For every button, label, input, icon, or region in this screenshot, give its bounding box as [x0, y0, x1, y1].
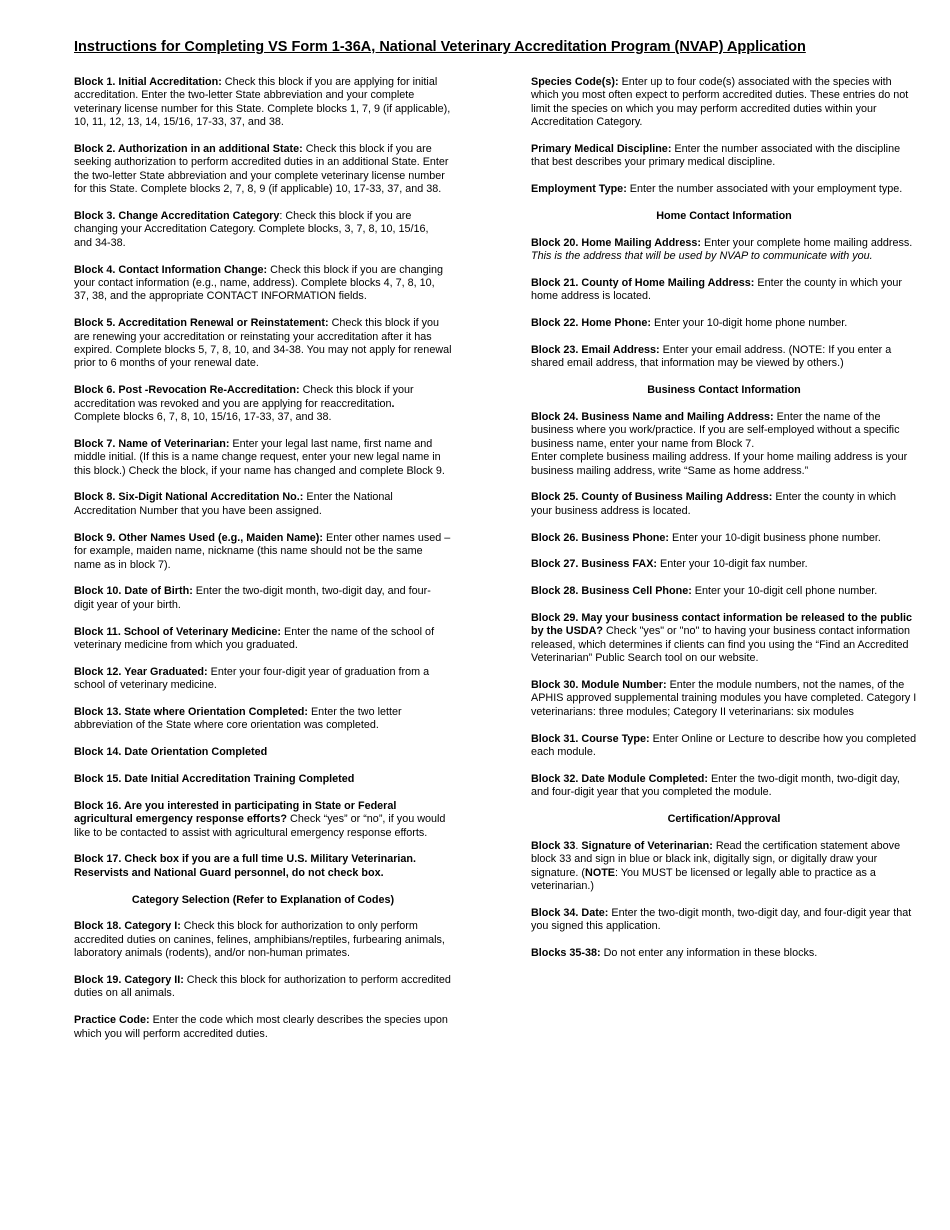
block-23: Block 23. Email Address: Enter your email address. (NOTE: If you enter a shared email address, that information may be viewed by others.) [531, 344, 892, 370]
block-20: Block 20. Home Mailing Address: Enter your complete home mailing address. This is the address that will be used by NVAP to communicate with you. [531, 236, 913, 263]
block-18: Block 18. Category I: Check this block for authorization to only perform accredited duties on canines, felines, amphibians/reptiles, furbearing animals, laboratory animals (rodents), and/or non-human primates. [74, 920, 445, 960]
block-27: Block 27. Business FAX: Enter your 10-digit fax number. [531, 558, 808, 571]
block-31: Block 31. Course Type: Enter Online or Lecture to describe how you completed each module. [531, 732, 917, 759]
category-selection-heading: Category Selection (Refer to Explanation of Codes) [131, 893, 395, 906]
home-contact-heading: Home Contact Information [656, 210, 792, 223]
block-1: Block 1. Initial Accreditation: Check this block if you are applying for initial accreditation. Enter the two-letter State abbreviation and your complete veterinary license number for this State. Complete blocks 1, 7, 9 (if applicable), 10, 11, 12, 13, 14, 15/16, 17-33, 37, and 38. [74, 76, 451, 129]
block-10: Block 10. Date of Birth: Enter the two-digit month, two-digit day, and four- digit year of your birth. [74, 585, 431, 611]
block-14: Block 14. Date Orientation Completed [74, 746, 268, 759]
block-16: Block 16. Are you interested in participating in State or Federal agricultural emergency response efforts? Check “yes” or “no”, if you would like to be contacted to assist with agricultural emergency response efforts. [74, 799, 446, 839]
block-11: Block 11. School of Veterinary Medicine: Enter the name of the school of veterinary medicine from which you graduated. [74, 625, 435, 651]
block-21: Block 21. County of Home Mailing Address: Enter the county in which your home address is located. [531, 277, 903, 303]
block-9: Block 9. Other Names Used (e.g., Maiden Name): Enter other names used – for example, maiden name, nickname (this name should not be the same name as in block 7). [74, 531, 451, 571]
certification-heading: Certification/Approval [667, 813, 781, 826]
block-25: Block 25. County of Business Mailing Address: Enter the county in which your business address is located. [531, 491, 897, 517]
block-13: Block 13. State where Orientation Completed: Enter the two letter abbreviation of the State where core orientation was completed. [74, 705, 402, 732]
species-codes: Species Code(s): Enter up to four code(s) associated with the species with which you most often expect to perform accredited duties. These entries do not limit the species on which you may perform accredited duties within your Accreditation Category. [531, 76, 909, 129]
blocks-35-38: Blocks 35-38: Do not enter any information in these blocks. [531, 947, 818, 960]
business-contact-heading: Business Contact Information [647, 384, 801, 397]
block-28: Block 28. Business Cell Phone: Enter your 10-digit cell phone number. [531, 585, 878, 598]
block-2: Block 2. Authorization in an additional State: Check this block if you are seeking authorization to perform accredited duties in an additional State. Enter the two-letter State abbreviation and your complete veterinary license number for this State. Complete blocks 2, 7, 8, 9 (if applicable) 10, 17-33, 37, and 38. [74, 143, 449, 196]
block-32: Block 32. Date Module Completed: Enter the two-digit month, two-digit day, and four-digit year that you completed the module. [531, 772, 900, 799]
block-12: Block 12. Year Graduated: Enter your four-digit year of graduation from a school of veterinary medicine. [74, 665, 430, 692]
block-5: Block 5. Accreditation Renewal or Reinstatement: Check this block if you are renewing your accreditation or reinstating your accreditation after it has expired. Complete blocks 5, 7, 8, 10, and 34-38. You may not apply for renewal prior to 6 months of your renewal date. [74, 317, 452, 370]
block-3: Block 3. Change Accreditation Category: Check this block if you are changing your Accreditation Category. Complete blocks, 3, 7, 8, 10, 15/16, and 34-38. [74, 210, 429, 249]
block-30: Block 30. Module Number: Enter the module numbers, not the names, of the APHIS approved supplemental training modules you have completed. Category I veterinarians: three modules; Category II veterinarians: six modules [531, 679, 917, 718]
practice-code: Practice Code: Enter the code which most clearly describes the species upon which you will perform accredited duties. [74, 1014, 448, 1040]
right-column [531, 76, 917, 974]
block-6: Block 6. Post -Revocation Re-Accreditation: Check this block if your accreditation was revoked and you are applying for reaccreditation. Complete blocks 6, 7, 8, 10, 15/16, 17-33, 37, and 38. [74, 384, 414, 424]
block-29: Block 29. May your business contact information be released to the public by the USDA? Check "yes" or "no" to having your business contact information released, which determines if clients can find you using the “Find an Accredited Veterinarian” Public Search tool on our website. [531, 612, 912, 665]
block-33: Block 33. Signature of Veterinarian: Read the certification statement above block 33 and sign in blue or black ink, digitally sign, or digitally draw your signature. (NOTE: You MUST be licensed or legally able to practice as a veterinarian.) [531, 839, 901, 893]
block-24: Block 24. Business Name and Mailing Address: Enter the name of the business where you work/practice. If you are self-employed without a specific business name, enter your name from Block 7. Enter complete business mailing address. If your home mailing address is your business mailing address, write “Same as home address.” [531, 411, 908, 477]
block-4: Block 4. Contact Information Change: Check this block if you are changing your contact information (e.g., name, address). Complete blocks 4, 7, 8, 10, 37, 38, and the appropriate CONTACT INFORMATION fields. [74, 263, 444, 303]
employment-type: Employment Type: Enter the number associated with your employment type. [531, 183, 903, 196]
block-17: Block 17. Check box if you are a full time U.S. Military Veterinarian. Reservists and National Guard personnel, do not check box. [74, 853, 417, 879]
block-26: Block 26. Business Phone: Enter your 10-digit business phone number. [531, 531, 881, 544]
block-34: Block 34. Date: Enter the two-digit month, two-digit day, and four-digit year that you signed this application. [531, 906, 912, 933]
primary-medical-discipline: Primary Medical Discipline: Enter the number associated with the discipline that best describes your primary medical discipline. [531, 143, 901, 169]
block-8: Block 8. Six-Digit National Accreditation No.: Enter the National Accreditation Number that you have been assigned. [74, 491, 393, 517]
block-15: Block 15. Date Initial Accreditation Training Completed [74, 772, 355, 785]
block-19: Block 19. Category II: Check this block for authorization to perform accredited duties on all animals. [74, 973, 451, 1000]
block-22: Block 22. Home Phone: Enter your 10-digit home phone number. [531, 317, 848, 330]
block-7: Block 7. Name of Veterinarian: Enter your legal last name, first name and middle initial. (If this is a name change request, enter your new legal name in this block.) Check the block, if your name has changed and complete Block 9. [74, 437, 445, 477]
document-title: Instructions for Completing VS Form 1-36A, National Veterinary Accreditation Program (NVAP) Application [74, 39, 806, 55]
left-column [74, 76, 452, 1054]
